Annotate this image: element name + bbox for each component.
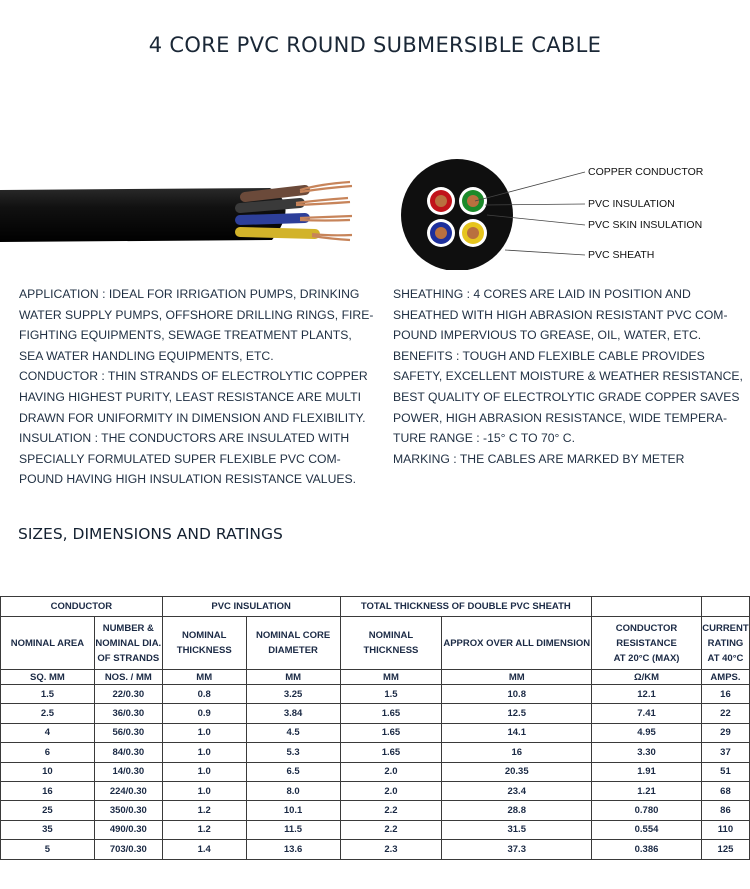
desc-line: POUND IMPERVIOUS TO GREASE, OIL, WATER, ETC. bbox=[393, 328, 702, 343]
col-nominal-area: NOMINAL AREA bbox=[1, 617, 95, 670]
desc-line: BEST QUALITY OF ELECTROLYTIC GRADE COPPER SAVES bbox=[393, 389, 740, 404]
header-conductor: CONDUCTOR bbox=[1, 597, 163, 617]
col-strands-line: OF STRANDS bbox=[97, 652, 160, 664]
col-cur-line: CURRENT bbox=[702, 622, 749, 634]
table-cell: 31.5 bbox=[442, 820, 592, 839]
desc-line: TURE RANGE : -15° C TO 70° C. bbox=[393, 431, 575, 446]
table-cell: 84/0.30 bbox=[94, 743, 162, 762]
table-row bbox=[1, 820, 750, 839]
table-cell: 11.5 bbox=[246, 820, 340, 839]
col-ins-line: THICKNESS bbox=[176, 645, 232, 656]
col-insulation-thickness bbox=[162, 617, 246, 670]
table-row bbox=[1, 723, 750, 742]
table-cell: 6 bbox=[1, 743, 95, 762]
desc-line: SHEATHED WITH HIGH ABRASION RESISTANT PVC COM- bbox=[393, 307, 728, 322]
col-strands-line: NOMINAL DIA. bbox=[95, 637, 162, 649]
table-cell: 16 bbox=[1, 781, 95, 800]
col-cur-line: RATING bbox=[707, 637, 744, 649]
label-pvc-insulation: PVC INSULATION bbox=[588, 198, 675, 210]
unit-cell: MM bbox=[340, 670, 442, 685]
table-cell: 22/0.30 bbox=[94, 685, 162, 704]
table-row bbox=[1, 704, 750, 723]
table-cell: 125 bbox=[701, 840, 749, 859]
unit-cell: SQ. MM bbox=[1, 670, 95, 685]
table-cell: 22 bbox=[701, 704, 749, 723]
table-units-row bbox=[1, 670, 750, 685]
table-row bbox=[1, 685, 750, 704]
section-title: SIZES, DIMENSIONS AND RATINGS bbox=[18, 525, 283, 543]
col-current-rating bbox=[701, 617, 749, 670]
table-cell: 10.1 bbox=[246, 801, 340, 820]
table-cell: 4.5 bbox=[246, 723, 340, 742]
table-cell: 1.2 bbox=[162, 801, 246, 820]
table-group-header-row bbox=[1, 597, 750, 617]
description-left bbox=[19, 284, 373, 490]
unit-cell: MM bbox=[442, 670, 592, 685]
table-cell: 110 bbox=[701, 820, 749, 839]
table-cell: 10.8 bbox=[442, 685, 592, 704]
unit-cell: MM bbox=[162, 670, 246, 685]
table-cell: 86 bbox=[701, 801, 749, 820]
table-row bbox=[1, 781, 750, 800]
table-cell: 1.0 bbox=[162, 781, 246, 800]
table-cell: 1.91 bbox=[592, 762, 702, 781]
table-cell: 2.2 bbox=[340, 801, 442, 820]
table-cell: 35 bbox=[1, 820, 95, 839]
table-cell: 37.3 bbox=[442, 840, 592, 859]
table-cell: 0.554 bbox=[592, 820, 702, 839]
table-cell: 3.25 bbox=[246, 685, 340, 704]
unit-cell: NOS. / MM bbox=[94, 670, 162, 685]
table-cell: 2.3 bbox=[340, 840, 442, 859]
table-cell: 2.0 bbox=[340, 762, 442, 781]
col-core-diameter bbox=[246, 617, 340, 670]
table-cell: 1.0 bbox=[162, 743, 246, 762]
page-title: 4 CORE PVC ROUND SUBMERSIBLE CABLE bbox=[148, 33, 602, 57]
desc-line: SHEATHING : 4 CORES ARE LAID IN POSITION AND bbox=[393, 287, 691, 301]
desc-line: FIGHTING EQUIPMENTS, SEWAGE TREATMENT PLANTS, bbox=[19, 328, 352, 343]
table-cell: 0.8 bbox=[162, 685, 246, 704]
table-cell: 2.2 bbox=[340, 820, 442, 839]
desc-line: CONDUCTOR : THIN STRANDS OF ELECTROLYTIC COPPER bbox=[19, 369, 368, 384]
cable-illustration bbox=[0, 170, 370, 260]
unit-cell: MM bbox=[246, 670, 340, 685]
col-core-line: NOMINAL CORE bbox=[255, 630, 331, 641]
table-cell: 2.0 bbox=[340, 781, 442, 800]
col-strands-line: NUMBER & bbox=[102, 622, 154, 634]
unit-cell: AMPS. bbox=[701, 670, 749, 685]
specs-table bbox=[0, 596, 750, 860]
description-right bbox=[393, 284, 743, 469]
table-row bbox=[1, 801, 750, 820]
col-res-line: RESISTANCE bbox=[616, 637, 677, 649]
desc-line: HAVING HIGHEST PURITY, LEAST RESISTANCE ARE MULTI bbox=[19, 389, 362, 404]
table-cell: 14/0.30 bbox=[94, 762, 162, 781]
label-pvc-skin-insulation: PVC SKIN INSULATION bbox=[588, 219, 703, 231]
table-cell: 56/0.30 bbox=[94, 723, 162, 742]
table-cell: 3.84 bbox=[246, 704, 340, 723]
table-cell: 4.95 bbox=[592, 723, 702, 742]
table-column-header-row bbox=[1, 617, 750, 670]
table-cell: 16 bbox=[701, 685, 749, 704]
table-cell: 1.65 bbox=[340, 723, 442, 742]
table-cell: 5 bbox=[1, 840, 95, 859]
label-copper-conductor: COPPER CONDUCTOR bbox=[588, 166, 704, 178]
table-cell: 29 bbox=[701, 723, 749, 742]
table-cell: 1.0 bbox=[162, 723, 246, 742]
table-cell: 16 bbox=[442, 743, 592, 762]
table-body bbox=[1, 685, 750, 860]
table-cell: 1.5 bbox=[1, 685, 95, 704]
table-cell: 68 bbox=[701, 781, 749, 800]
col-strands bbox=[94, 617, 162, 670]
header-blank bbox=[592, 597, 702, 617]
table-cell: 36/0.30 bbox=[94, 704, 162, 723]
table-cell: 350/0.30 bbox=[94, 801, 162, 820]
table-cell: 1.65 bbox=[340, 743, 442, 762]
table-cell: 12.1 bbox=[592, 685, 702, 704]
table-cell: 2.5 bbox=[1, 704, 95, 723]
desc-line: DRAWN FOR UNIFORMITY IN DIMENSION AND FLEXIBILITY. bbox=[19, 410, 366, 425]
desc-line: SAFETY, EXCELLENT MOISTURE & WEATHER RESISTANCE, bbox=[393, 369, 743, 384]
col-resistance bbox=[592, 617, 702, 670]
table-cell: 0.780 bbox=[592, 801, 702, 820]
table-cell: 8.0 bbox=[246, 781, 340, 800]
desc-line: SPECIALLY FORMULATED SUPER FLEXIBLE PVC COM- bbox=[19, 451, 341, 466]
table-cell: 0.9 bbox=[162, 704, 246, 723]
table-cell: 1.21 bbox=[592, 781, 702, 800]
col-res-line: AT 20°C (MAX) bbox=[613, 652, 680, 664]
table-cell: 14.1 bbox=[442, 723, 592, 742]
desc-line: POWER, HIGH ABRASION RESISTANCE, WIDE TEMPERA- bbox=[393, 410, 728, 425]
table-cell: 1.0 bbox=[162, 762, 246, 781]
col-sheath-thickness: NOMINAL THICKNESS bbox=[340, 617, 442, 670]
label-pvc-sheath: PVC SHEATH bbox=[588, 249, 655, 261]
table-cell: 1.4 bbox=[162, 840, 246, 859]
col-ins-line: NOMINAL bbox=[182, 630, 227, 641]
table-cell: 3.30 bbox=[592, 743, 702, 762]
col-core-line: DIAMETER bbox=[268, 645, 318, 656]
table-cell: 13.6 bbox=[246, 840, 340, 859]
table-cell: 7.41 bbox=[592, 704, 702, 723]
table-cell: 5.3 bbox=[246, 743, 340, 762]
col-res-line: CONDUCTOR bbox=[615, 622, 678, 634]
table-cell: 23.4 bbox=[442, 781, 592, 800]
table-row bbox=[1, 743, 750, 762]
table-cell: 224/0.30 bbox=[94, 781, 162, 800]
col-overall-dimension: APPROX OVER ALL DIMENSION bbox=[442, 617, 592, 670]
desc-line: BENEFITS : TOUGH AND FLEXIBLE CABLE PROVIDES bbox=[393, 348, 705, 363]
unit-cell: Ω/KM bbox=[592, 670, 702, 685]
table-cell: 1.2 bbox=[162, 820, 246, 839]
col-cur-line: AT 40°C bbox=[707, 652, 744, 664]
table-cell: 6.5 bbox=[246, 762, 340, 781]
desc-line: APPLICATION : IDEAL FOR IRRIGATION PUMPS, DRINKING bbox=[19, 287, 360, 301]
table-row bbox=[1, 762, 750, 781]
table-row bbox=[1, 840, 750, 859]
table-cell: 1.5 bbox=[340, 685, 442, 704]
desc-line: INSULATION : THE CONDUCTORS ARE INSULATED WITH bbox=[19, 431, 350, 446]
table-cell: 51 bbox=[701, 762, 749, 781]
desc-line: MARKING : THE CABLES ARE MARKED BY METER bbox=[393, 451, 685, 466]
table-cell: 37 bbox=[701, 743, 749, 762]
table-cell: 12.5 bbox=[442, 704, 592, 723]
table-cell: 25 bbox=[1, 801, 95, 820]
table-cell: 4 bbox=[1, 723, 95, 742]
table-cell: 28.8 bbox=[442, 801, 592, 820]
table-cell: 703/0.30 bbox=[94, 840, 162, 859]
desc-line: SEA WATER HANDLING EQUIPMENTS, ETC. bbox=[19, 348, 274, 363]
table-cell: 490/0.30 bbox=[94, 820, 162, 839]
table-cell: 1.65 bbox=[340, 704, 442, 723]
table-cell: 0.386 bbox=[592, 840, 702, 859]
table-cell: 10 bbox=[1, 762, 95, 781]
header-pvc-insulation: PVC INSULATION bbox=[162, 597, 340, 617]
table-cell: 20.35 bbox=[442, 762, 592, 781]
desc-line: WATER SUPPLY PUMPS, OFFSHORE DRILLING RINGS, FIRE- bbox=[19, 307, 374, 322]
header-blank bbox=[701, 597, 749, 617]
desc-line: POUND HAVING HIGH INSULATION RESISTANCE VALUES. bbox=[19, 472, 357, 487]
header-sheath: TOTAL THICKNESS OF DOUBLE PVC SHEATH bbox=[340, 597, 592, 617]
